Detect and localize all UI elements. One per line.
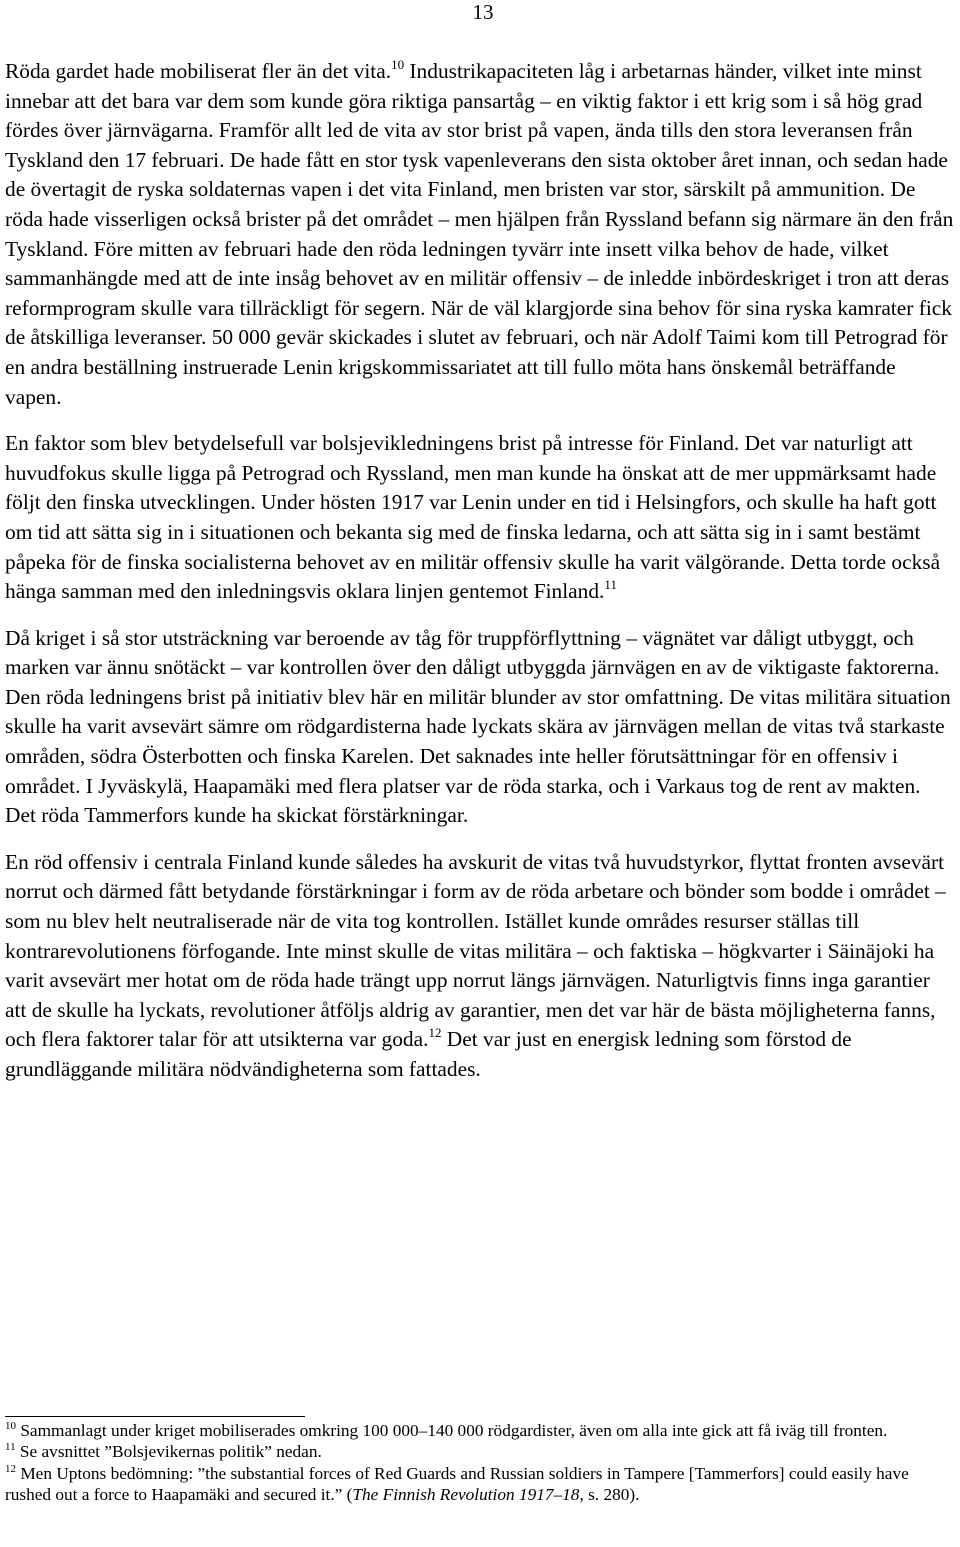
- paragraph-text: Industrikapaciteten låg i arbetarnas händer, vilket inte minst innebar att det bara var dem som kunde göra riktiga pansartåg – en viktig faktor i ett krig som i så hög grad fördes över järnvägarna. Framför allt led de vita av stor brist på vapen, ända tills den stora leveransen från Tyskland den 17 februari. De hade fått en stor tysk vapenleverans den sista oktober året innan, och sedan hade de övertagit de ryska soldaternas vapen i det vita Finland, men bristen var stor, särskilt på ammunition. De röda hade visserligen också brister på det området – men hjälpen från Ryssland befann sig närmare än den från Tyskland. Före mitten av februari hade den röda ledningen tyvärr inte insett vilka behov de hade, vilket sammanhängde med att de inte insåg behovet av en militär offensiv – de inledde inbördeskriget i tron att deras reformprogram skulle vara tillräckligt för segern. När de väl klargjorde sina behov för sina ryska kamrater fick de åtskilliga leveranser. 50 000 gevär skickades i slutet av februari, och när Adolf Taimi kom till Petrograd för en andra beställning instruerade Lenin krigskommissariatet att till fullo möta hans önskemål beträffande vapen.: [5, 59, 954, 409]
- paragraph-1: [5, 57, 956, 412]
- footnote-ref-10[interactable]: 10: [391, 57, 405, 72]
- paragraph-text: Röda gardet hade mobiliserat fler än det vita.: [5, 59, 392, 83]
- footnote-number: 12: [5, 1462, 16, 1475]
- footnote-ref-11[interactable]: 11: [604, 577, 617, 593]
- footnote-ref-12[interactable]: 12: [428, 1025, 442, 1041]
- book-title: The Finnish Revolution 1917–18,: [352, 1485, 584, 1505]
- footnote-number: 10: [5, 1420, 16, 1432]
- footnote-text: Men Uptons bedömning: ”the substantial forces of Red Guards and Russian soldiers in Tampere [Tammerfors] could easily have rushed out a force to Haapamäki and secured it.” (: [5, 1463, 909, 1505]
- footnote-text-tail: s. 280).: [583, 1485, 640, 1505]
- footnote-text: Se avsnittet ”Bolsjevikernas politik” nedan.: [15, 1442, 322, 1462]
- page-number: 13: [472, 0, 494, 24]
- paragraph-text: Då kriget i så stor utsträckning var beroende av tåg för truppförflyttning – vägnätet var dåligt utbyggt, och marken var ännu snötäckt – var kontrollen över den dåligt utbyggda järnvägen en av de viktigaste faktorerna. Den röda ledningens brist på initiativ blev här en militär blunder av stor omfattning. De vitas militära situation skulle ha varit avsevärt sämre om rödgardisterna hade lyckats skära av järnvägen mellan de vitas två starkaste områden, södra Österbotten och finska Karelen. Det saknades inte heller förutsättningar för en offensiv i området. I Jyväskylä, Haapamäki med flera platser var de röda starka, och i Varkaus tog de rent av makten. Det röda Tammerfors kunde ha skickat förstärkningar.: [5, 625, 951, 828]
- paragraph-3: [5, 624, 956, 831]
- footnote-text: Sammanlagt under kriget mobiliserades omkring 100 000–140 000 rödgardister, även om alla inte gick att få iväg till fronten.: [16, 1421, 888, 1440]
- paragraph-4: [5, 848, 956, 1085]
- paragraph-text: En röd offensiv i centrala Finland kunde således ha avskurit de vitas två huvudstyrkor, flyttat fronten avsevärt norrut och därmed fått betydande förstärkningar i form av de röda arbetare och bönder som bodde i området – som nu blev helt neutraliserade när de vita tog kontrollen. Istället kunde områdes resurser ställas till kontrarevolutionens förfogande. Inte minst skulle de vitas militära – och faktiska – högkvarter i Säinäjoki ha varit avsevärt mer hotat om de röda hade trängt upp norrut längs järnvägen. Naturligtvis finns inga garantier att de skulle ha lyckats, revolutioner åtföljs aldrig av garantier, men det var här de bästa möjligheterna fanns, och flera faktorer talar för att utsikterna var goda.: [5, 849, 946, 1052]
- footnote-number: 11: [5, 1441, 16, 1454]
- footnote-separator: [5, 1416, 305, 1417]
- body-text: [5, 57, 956, 1102]
- footnote-11: [5, 1441, 956, 1462]
- paragraph-text: Det var just en energisk ledning som förstod de grundläggande militära nödvändigheterna som fattades.: [5, 1027, 852, 1081]
- footnotes: [5, 1420, 956, 1506]
- footnote-10: [5, 1420, 956, 1441]
- paragraph-text: En faktor som blev betydelsefull var bolsjevikledningens brist på intresse för Finland. Det var naturligt att huvudfokus skulle ligga på Petrograd och Ryssland, men man kunde ha önskat att de mer uppmärksamt hade följt den finska utvecklingen. Under hösten 1917 var Lenin under en tid i Helsingfors, och skulle ha haft gott om tid att sätta sig in i situationen och bekanta sig med de finska ledarna, och att sätta sig in i samt bestämt påpeka för de finska socialisterna behovet av en militär offensiv skulle ha varit välgörande. Detta torde också hänga samman med den inledningsvis oklara linjen gentemot Finland.: [5, 431, 941, 604]
- paragraph-2: [5, 429, 956, 607]
- footnote-12: [5, 1463, 956, 1506]
